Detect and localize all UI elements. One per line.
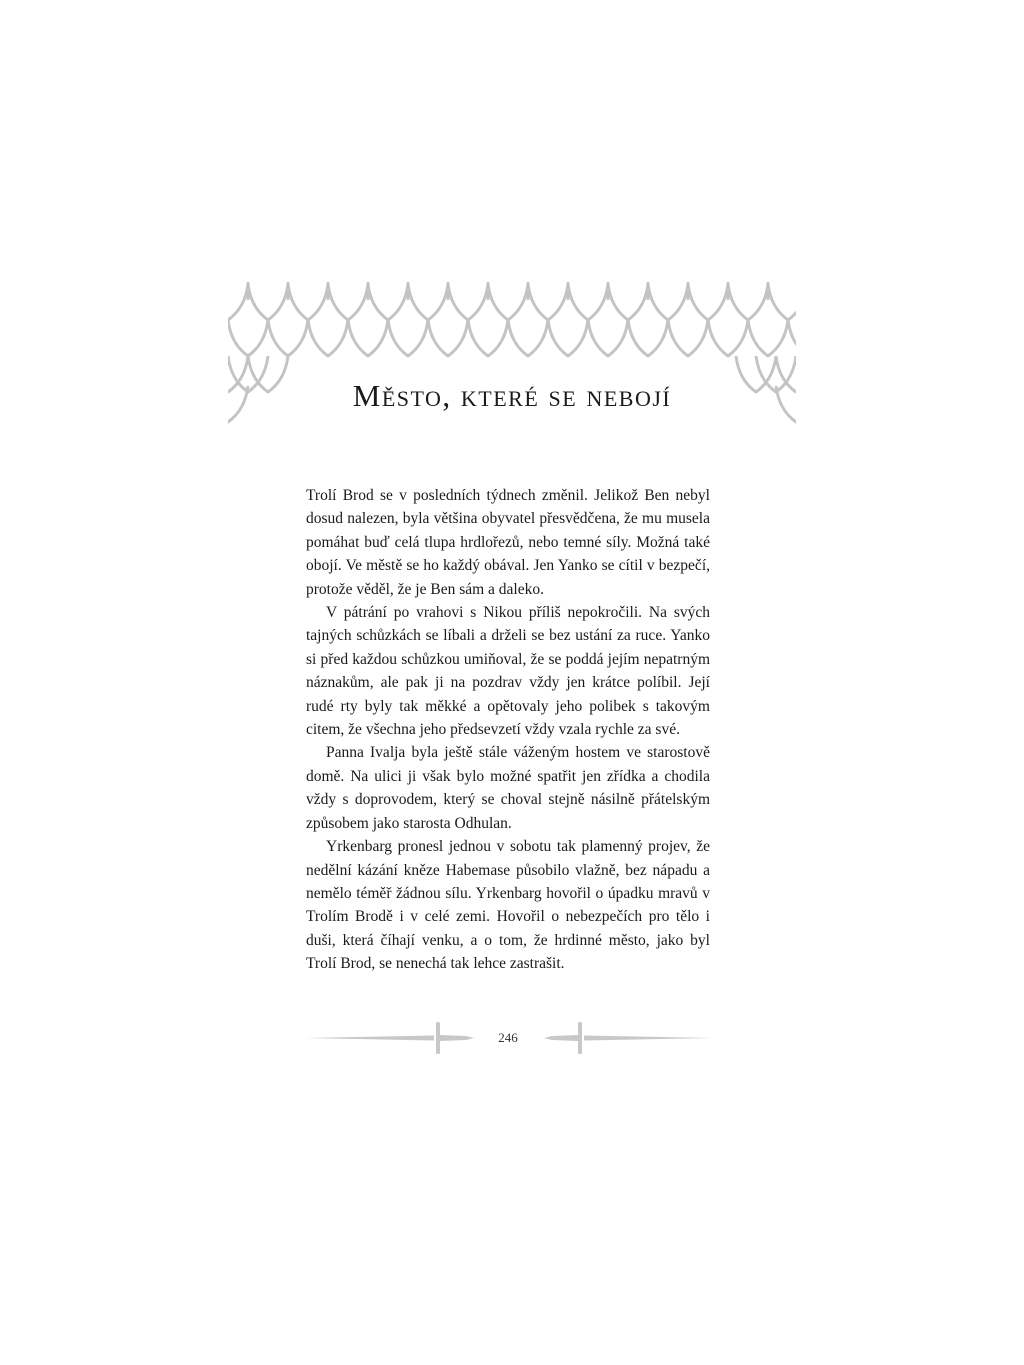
scale-shape: [768, 284, 796, 320]
scale-shape: [728, 284, 768, 320]
scale-shape: [748, 320, 788, 356]
scale-shape: [628, 320, 668, 356]
paragraph: Trolí Brod se v posledních týdnech změnil. Jelikož Ben nebyl dosud nalezen, byla většina obyvatel přesvědčena, že mu musela pomáhat buď celá tlupa hrdlořezů, nebo temné síly. Možná také obojí. Ve městě se ho každý obával. Jen Yanko se cítil v bezpečí, protože věděl, že je Ben sám a daleko.: [306, 487, 710, 598]
scale-shape: [788, 320, 796, 356]
scale-shape: [648, 284, 688, 320]
scale-shape: [268, 320, 308, 356]
scale-shape: [228, 284, 248, 320]
scale-shape: [248, 284, 288, 320]
scale-shape: [428, 320, 468, 356]
scale-shape: [348, 320, 388, 356]
scale-shape: [288, 284, 328, 320]
scale-shape: [448, 284, 488, 320]
scale-shape: [228, 320, 268, 356]
scale-shape: [328, 284, 368, 320]
scale-shape: [368, 284, 408, 320]
scale-shape: [548, 320, 588, 356]
scale-shape: [688, 284, 728, 320]
chapter-title: Město, které se nebojí: [352, 378, 672, 413]
scale-shape: [588, 320, 628, 356]
page-number: 246: [498, 1030, 518, 1045]
scale-shape: [308, 320, 348, 356]
scale-shape: [388, 320, 428, 356]
paragraph: Yrkenbarg pronesl jednou v sobotu tak plamenný projev, že nedělní kázání kněze Habemase působilo vlažně, bez nápadu a nemělo téměř žádnou sílu. Yrkenbarg hovořil o úpadku mravů v Trolím Brodě i v celé zemi. Hovořil o nebezpečích pro tělo i duši, která číhají venku, a o tom, že hrdinné město, jako byl Trolí Brod, se nenechá tak lehce zastrašit.: [306, 838, 710, 973]
scale-shape: [468, 320, 508, 356]
scale-shape: [608, 284, 648, 320]
scale-shape: [568, 284, 608, 320]
scale-shape: [508, 320, 548, 356]
scale-shape: [708, 320, 748, 356]
scale-shape: [668, 320, 708, 356]
scale-shape: [488, 284, 528, 320]
paragraph: Panna Ivalja byla ještě stále váženým hostem ve starostově domě. Na ulici ji však bylo možné spatřit jen zřídka a chodila vždy s doprovodem, který se choval stejně násilně přátelským způsobem jako starosta Odhulan.: [306, 744, 710, 832]
scale-shape: [408, 284, 448, 320]
chapter-body: [306, 484, 710, 976]
scale-shape: [528, 284, 568, 320]
paragraph: V pátrání po vrahovi s Nikou příliš nepokročili. Na svých tajných schůzkách se líbali a drželi se bez ustání za ruce. Yanko si před každou schůzkou umiňoval, že se poddá jejím nepatrným náznakům, ale pak ji na pozdrav vždy jen krátce políbil. Její rudé rty byly tak měkké a opětovaly jeho polibek s takovým citem, že všechna jeho předsevzetí vždy vzala rychle za své.: [306, 604, 710, 739]
